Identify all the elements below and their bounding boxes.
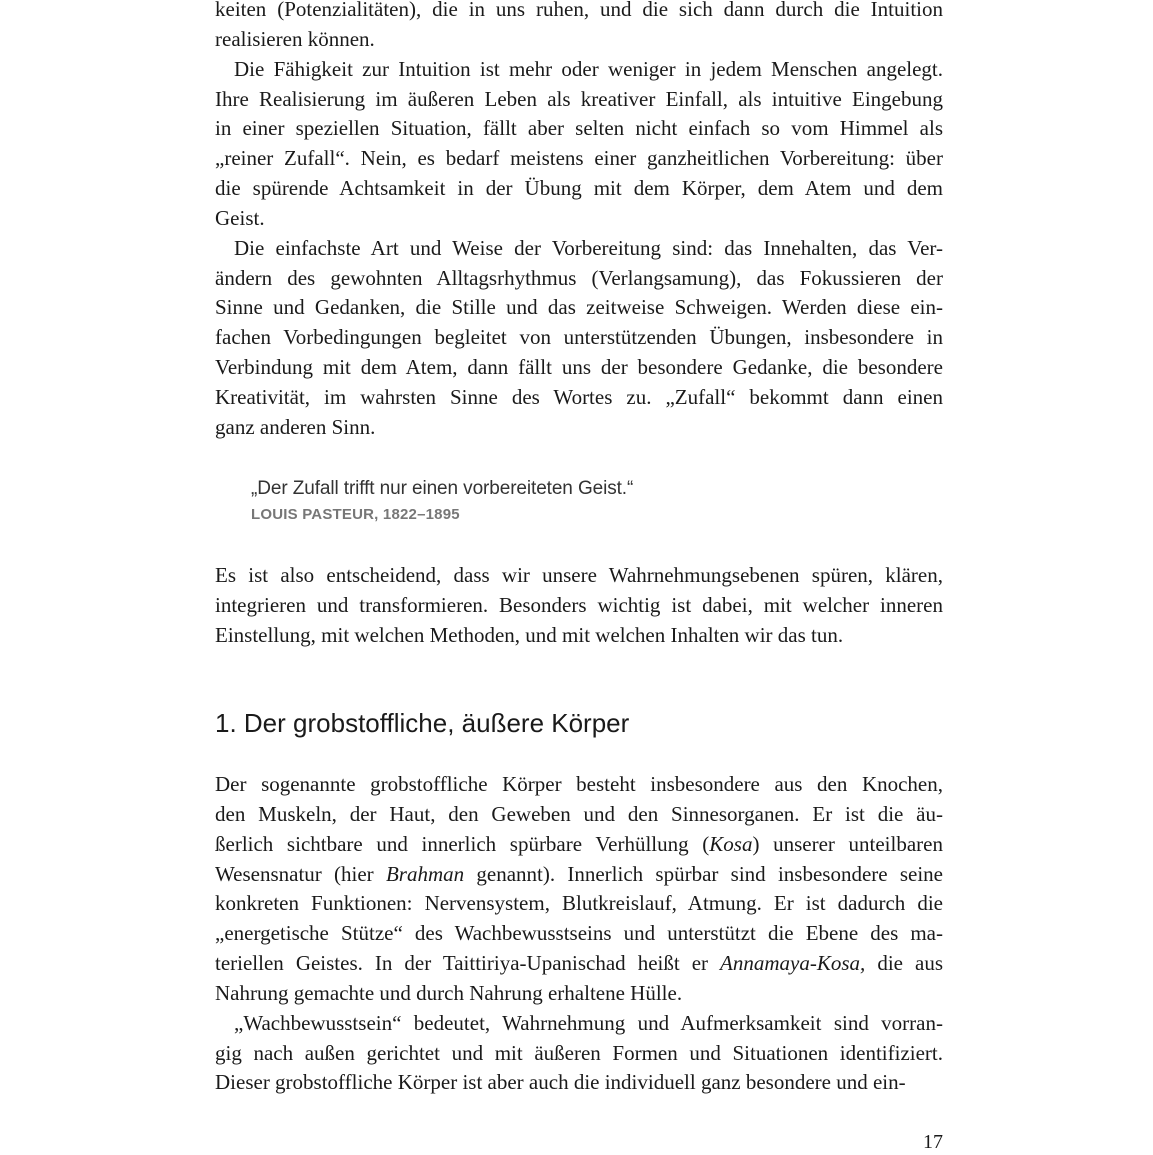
text-line — [215, 949, 943, 979]
text-run: Dieser grobstoffliche Körper ist aber auch die individuell ganz besondere und ein- — [215, 1070, 906, 1095]
text-line: Die einfachste Art und Weise der Vorbereitung sind: das Innehalten, das Ver- — [234, 235, 943, 260]
text-line: Verbindung mit dem Atem, dann fällt uns der besondere Gedanke, die besondere — [215, 355, 943, 380]
text-line — [215, 889, 943, 919]
paragraph — [215, 55, 943, 234]
text-block-intro — [215, 0, 943, 443]
section-heading: 1. Der grobstoffliche, äußere Körper — [215, 708, 630, 738]
pull-quote — [251, 476, 931, 523]
text-line: Ihre Realisierung im äußeren Leben als kreativer Einfall, als intuitive Eingebung — [215, 86, 943, 111]
text-run: genannt). Innerlich spürbar sind insbesondere seine — [464, 861, 943, 886]
text-block-conclusion — [215, 561, 943, 651]
text-line: Sinne und Gedanken, die Stille und das zeitweise Schweigen. Werden diese ein- — [215, 295, 943, 320]
text-line — [215, 1068, 943, 1098]
text-run: Der sogenannte grobstoffliche Körper besteht insbesondere aus den Knochen, — [215, 772, 943, 796]
quote-text: „Der Zufall trifft nur einen vorbereiteten Geist.“ — [251, 478, 634, 499]
italic-term: Brahman — [385, 861, 465, 886]
book-page — [215, 0, 943, 1153]
text-run: „Wachbewusstsein“ bedeutet, Wahrnehmung und Aufmerksamkeit sind vorran- — [234, 1010, 943, 1035]
text-line: in einer speziellen Situation, fällt aber selten nicht einfach so vom Himmel als — [215, 116, 943, 141]
text-run: die aus — [865, 951, 943, 976]
text-run: konkreten Funktionen: Nervensystem, Blutkreislauf, Atmung. Er ist dadurch die — [215, 891, 943, 916]
text-run: „energetische Stütze“ des Wachbewusstseins und unterstützt die Ebene des ma- — [215, 921, 943, 946]
text-line: ganz anderen Sinn. — [215, 414, 376, 439]
text-line: „reiner Zufall“. Nein, es bedarf meistens einer ganzheitlichen Vorbereitung: über — [215, 146, 943, 171]
text-line — [215, 860, 943, 890]
paragraph — [215, 0, 943, 55]
page-number: 17 — [923, 1131, 943, 1153]
text-line: Die Fähigkeit zur Intuition ist mehr oder weniger in jedem Menschen angelegt. — [234, 56, 943, 81]
italic-term: Kosa — [709, 831, 753, 856]
text-run: den Muskeln, der Haut, den Geweben und den Sinnesorganen. Er ist die äu- — [215, 801, 943, 826]
text-run: ßerlich sichtbare und innerlich spürbare Verhüllung ( — [215, 831, 710, 856]
text-run: Wesensnatur (hier — [215, 861, 386, 886]
text-run: Nahrung gemachte und durch Nahrung erhaltene Hülle. — [215, 980, 683, 1005]
quote-author: LOUIS PASTEUR, 1822–1895 — [251, 506, 460, 523]
text-line: Es ist also entscheidend, dass wir unsere Wahrnehmungsebenen spüren, klären, — [215, 563, 943, 587]
text-line — [215, 979, 943, 1009]
text-line — [215, 1039, 943, 1069]
text-line — [215, 1009, 943, 1039]
text-block-section — [215, 770, 943, 1098]
text-line — [215, 800, 943, 830]
text-line: keiten (Potenzialitäten), die in uns ruhen, und die sich dann durch die Intuition — [215, 0, 943, 21]
text-line: fachen Vorbedingungen begleitet von unterstützenden Übungen, insbesondere in — [215, 325, 943, 350]
text-line — [215, 919, 943, 949]
text-line: integrieren und transformieren. Besonders wichtig ist dabei, mit welcher inneren — [215, 592, 943, 617]
text-run: teriellen Geistes. In der Taittiriya-Upanischad heißt er — [215, 951, 721, 976]
text-line — [215, 770, 943, 800]
paragraph — [215, 234, 943, 443]
paragraph — [215, 770, 943, 1009]
text-line: Geist. — [215, 205, 265, 230]
text-line: Kreativität, im wahrsten Sinne des Wortes zu. „Zufall“ bekommt dann einen — [215, 384, 943, 409]
text-line: die spürende Achtsamkeit in der Übung mit dem Körper, dem Atem und dem — [215, 176, 943, 201]
italic-term: Annamaya-Kosa, — [720, 951, 866, 976]
text-run: gig nach außen gerichtet und mit äußeren Formen und Situationen identifiziert. — [215, 1040, 943, 1065]
paragraph — [215, 561, 943, 651]
text-run: ) unserer unteilbaren — [752, 831, 943, 856]
text-line — [215, 830, 943, 860]
paragraph — [215, 1009, 943, 1099]
text-line: Einstellung, mit welchen Methoden, und mit welchen Inhalten wir das tun. — [215, 622, 844, 647]
text-line: ändern des gewohnten Alltagsrhythmus (Verlangsamung), das Fokussieren der — [215, 265, 943, 290]
text-line: realisieren können. — [215, 26, 375, 51]
